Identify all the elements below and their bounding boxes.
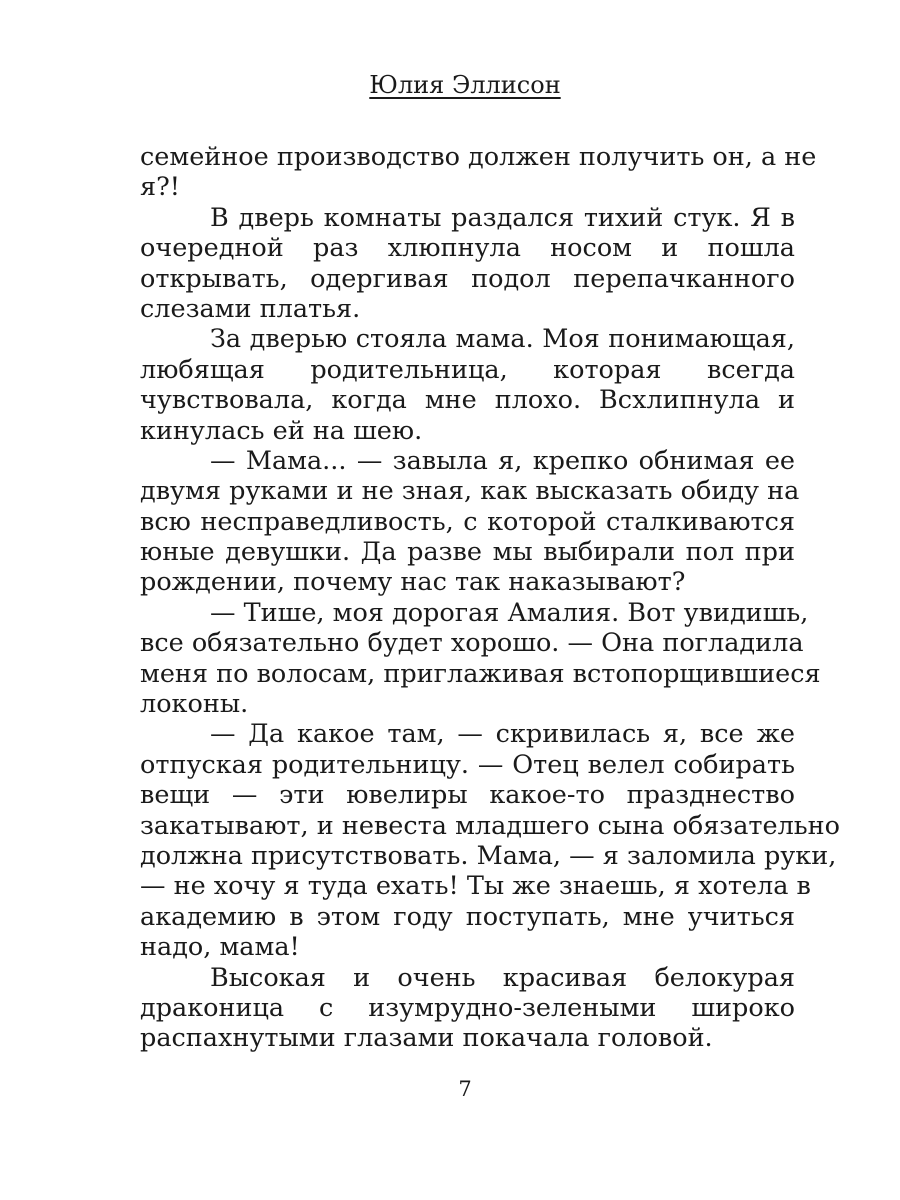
text-line: закатывают, и невеста младшего сына обязательно [140, 810, 841, 841]
text-line: слезами платья. [140, 293, 361, 324]
text-line: юные девушки. Да разве мы выбирали пол при [140, 537, 795, 568]
text-line: В дверь комнаты раздался тихий стук. Я в [210, 202, 795, 233]
page-number: 7 [458, 1077, 472, 1101]
text-line: драконица с изумрудно-зелеными широко [140, 992, 795, 1023]
text-line: надо, мама! [140, 932, 300, 963]
text-line: открывать, одергивая подол перепачканного [140, 263, 795, 294]
text-line: я?! [140, 172, 181, 203]
text-line: — не хочу я туда ехать! Ты же знаешь, я хотела в [140, 871, 811, 902]
text-line: локоны. [140, 689, 249, 720]
text-line: должна присутствовать. Мама, — я заломила руки, [140, 840, 837, 871]
text-line: академию в этом году поступать, мне учиться [140, 901, 795, 932]
text-line: рождении, почему нас так наказывают? [140, 567, 686, 598]
text-line: Высокая и очень красивая белокурая [210, 962, 795, 993]
text-line: меня по волосам, приглаживая встопорщившиеся [140, 658, 821, 689]
text-line: вещи — эти ювелиры какое-то празднество [140, 780, 795, 811]
body-text [140, 142, 841, 1054]
text-line: чувствовала, когда мне плохо. Всхлипнула и [140, 385, 795, 416]
text-line: отпуская родительницу. — Отец велел собирать [140, 749, 795, 780]
text-line: семейное производство должен получить он, а не [140, 142, 817, 172]
text-line: двумя руками и не зная, как высказать обиду на [140, 476, 800, 507]
text-line: За дверью стояла мама. Моя понимающая, [210, 324, 795, 355]
text-line: — Мама... — завыла я, крепко обнимая ее [210, 445, 795, 476]
text-line: всю несправедливость, с которой сталкиваются [140, 506, 795, 537]
running-head [0, 70, 900, 100]
text-line: любящая родительница, которая всегда [140, 354, 795, 385]
text-line: — Тише, моя дорогая Амалия. Вот увидишь, [210, 597, 809, 628]
author-name: Юлия Эллисон [369, 71, 561, 99]
text-line: распахнутыми глазами покачала головой. [140, 1023, 713, 1054]
text-line: очередной раз хлюпнула носом и пошла [140, 233, 795, 264]
text-line: все обязательно будет хорошо. — Она погладила [140, 628, 804, 659]
text-line: кинулась ей на шею. [140, 415, 423, 446]
text-line: — Да какое там, — скривилась я, все же [210, 719, 795, 750]
